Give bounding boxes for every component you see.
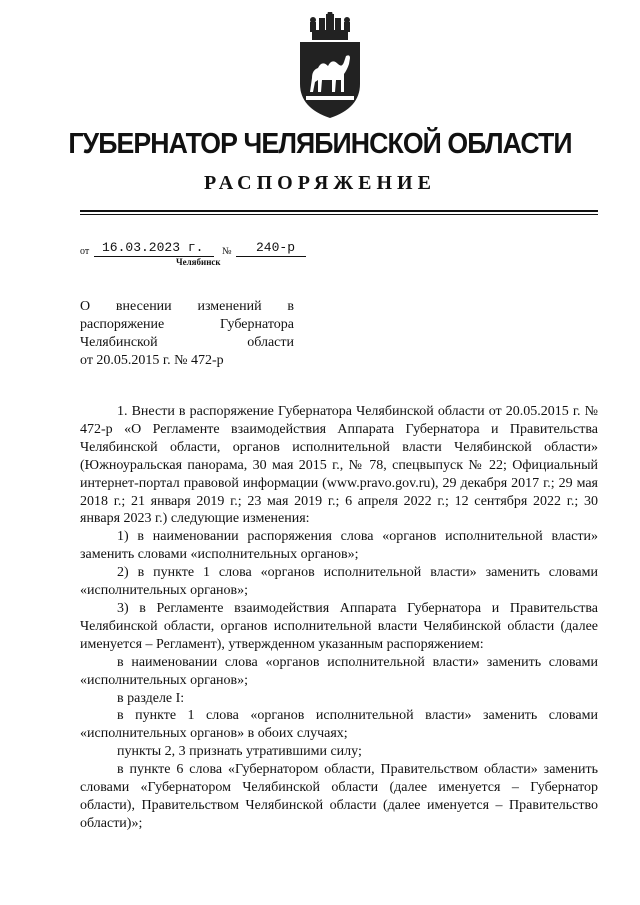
crown-icon [310,12,350,40]
governor-title: ГУБЕРНАТОР ЧЕЛЯБИНСКОЙ ОБЛАСТИ [68,128,572,160]
body-paragraph: в пункте 1 слова «органов исполнительной власти» заменить словами «исполнительных органов» в обоих случаях; [80,708,598,742]
number-underline [236,256,306,257]
subject-line: О внесении изменений в [80,299,294,314]
subject-line: от 20.05.2015 г. № 472-р [80,353,224,368]
subject-line: Челябинской области [80,335,294,350]
body-paragraph: в разделе I: [117,690,185,706]
header-rule-thin [80,214,598,215]
body-paragraph: 1. Внести в распоряжение Губернатора Челябинской области от 20.05.2015 г. № 472-р «О Регламенте взаимодействия Аппарата Губернатора и Правительства Челябинской области, органов исполнительной власти Челябинской области» (Южноуральская панорама, 30 мая 2015 г., № 78, спецвыпуск № 22; Официальный интернет-портал правовой информации (www.pravo.gov.ru), 29 декабря 2017 г.; 29 мая 2018 г.; 21 января 2019 г.; 23 мая 2019 г.; 6 апреля 2022 г.; 12 сентября 2022 г.; 30 января 2023 г.) следующие изменения: [80,404,598,527]
body-paragraph: в наименовании слова «органов исполнительной власти» заменить словами «исполнительных органов»; [80,654,598,688]
body-paragraph: в пункте 6 слова «Губернатором области, Правительством области» заменить словами «Губернатором Челябинской области (далее именуется – Губернатор области), Правительством Челябинской области (далее именуется – Правительство области)»; [80,762,598,831]
document-date: 16.03.2023 г. [102,240,204,255]
document-number: 240-р [256,240,296,255]
header-rule-thick [80,210,598,212]
document-body [80,403,598,833]
number-prefix: № [222,246,232,257]
document-subject [80,298,294,370]
subject-line: распоряжение Губернатора [80,317,294,332]
city-name: Челябинск [176,257,221,267]
date-prefix: от [80,246,90,257]
body-paragraph: 3) в Регламенте взаимодействия Аппарата Губернатора и Правительства Челябинской области, органов исполнительной власти Челябинской области (далее именуется – Регламент), утвержденном указанным распоряжением: [80,600,598,652]
body-paragraph: пункты 2, 3 признать утратившими силу; [117,744,362,760]
coat-of-arms-emblem [292,12,368,120]
ground-band [306,96,354,100]
body-paragraph: 2) в пункте 1 слова «органов исполнительной власти» заменить словами «исполнительных органов»; [80,565,598,599]
document-type: РАСПОРЯЖЕНИЕ [204,172,436,194]
body-paragraph: 1) в наименовании распоряжения слова «органов исполнительной власти» заменить словами «исполнительных органов»; [80,529,598,563]
